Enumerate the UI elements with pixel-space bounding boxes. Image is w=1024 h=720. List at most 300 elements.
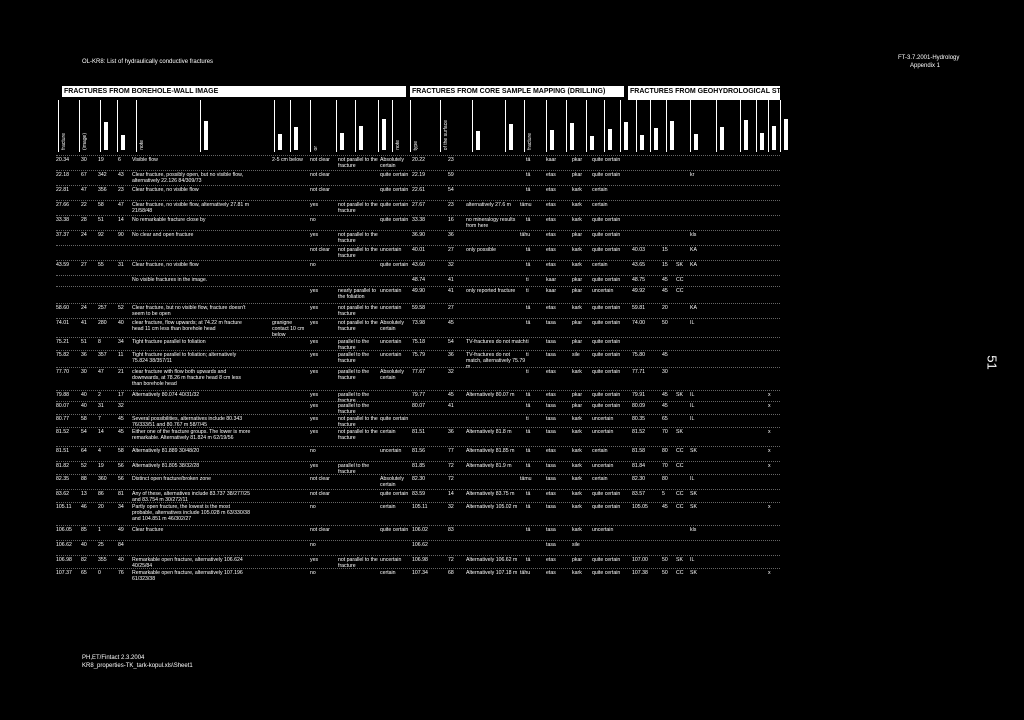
cell-dip: 40 xyxy=(81,403,87,409)
cell-c3: etas xyxy=(546,217,556,223)
cell-gdip: 20 xyxy=(662,305,668,311)
cell-dir: 4 xyxy=(98,448,101,454)
cell-cdepth: 81.85 xyxy=(412,463,425,469)
column-header-cell xyxy=(780,100,790,152)
cell-gdip: 45 xyxy=(662,277,668,283)
cell-gdip: 80 xyxy=(662,448,668,454)
cell-dir: 31 xyxy=(98,403,104,409)
cell-c4: pkar xyxy=(572,172,583,178)
cell-c1: tämu xyxy=(520,476,532,482)
cell-rel: not parallel to the fracture xyxy=(338,232,378,244)
cell-dd: 49 xyxy=(118,527,124,533)
cell-c5: certain xyxy=(592,476,608,482)
cell-gdip: 50 xyxy=(662,557,668,563)
appendix-label: Appendix 1 xyxy=(910,63,941,69)
column-header-glyph xyxy=(476,131,480,150)
cell-c4: pkar xyxy=(572,320,583,326)
cell-dd: 40 xyxy=(118,320,124,326)
column-header-cell xyxy=(310,100,336,152)
cell-c3: etas xyxy=(546,232,556,238)
column-header-glyph xyxy=(624,122,628,150)
column-header-glyph xyxy=(204,121,208,150)
cell-dir: 55 xyxy=(98,262,104,268)
cell-gdip: 30 xyxy=(662,369,668,375)
table-row xyxy=(56,489,780,503)
cell-c3: etas xyxy=(546,262,556,268)
column-header-cell xyxy=(546,100,566,152)
cell-c3: etas xyxy=(546,202,556,208)
column-header-glyph xyxy=(550,130,554,150)
cell-vis: not clear xyxy=(310,491,330,497)
cell-cdip: 54 xyxy=(448,187,454,193)
column-header-label: (image) xyxy=(82,133,88,150)
cell-vis: yes xyxy=(310,463,319,469)
cell-gtype: CC xyxy=(676,277,684,283)
cell-gdepth: 74.00 xyxy=(632,320,645,326)
cell-gtype: CC xyxy=(676,448,684,454)
cell-gdepth: 77.71 xyxy=(632,369,645,375)
column-header-cell xyxy=(100,100,117,152)
table-row xyxy=(56,446,780,459)
cell-c2: tä xyxy=(526,429,531,435)
cell-cdip: 32 xyxy=(448,504,454,510)
cell-vis: no xyxy=(310,217,316,223)
cell-note: clear fracture with flow both upwards and downwards, at 78.26 m fracture head 8 cm less than borehole head xyxy=(132,369,241,387)
cell-depth: 22.81 xyxy=(56,187,69,193)
table-row xyxy=(56,474,780,487)
column-header-cell xyxy=(650,100,666,152)
cell-depth: 81.82 xyxy=(56,463,69,469)
cell-cdepth: 82.30 xyxy=(412,476,425,482)
cell-gdepth: 49.92 xyxy=(632,288,645,294)
cell-depth: 106.05 xyxy=(56,527,72,533)
cell-vis: not clear xyxy=(310,187,330,193)
cell-vis: yes xyxy=(310,202,319,208)
cell-depth: 107.37 xyxy=(56,570,72,576)
table-row xyxy=(56,367,780,388)
cell-dir: 14 xyxy=(98,429,104,435)
cell-cert: certain xyxy=(380,570,396,576)
cell-c5: quite certain xyxy=(592,339,621,345)
cell-dip: 28 xyxy=(81,217,87,223)
cell-c5: quite certain xyxy=(592,232,621,238)
cell-dd: 34 xyxy=(118,339,124,345)
column-header-glyph xyxy=(294,127,298,150)
cell-depth: 79.88 xyxy=(56,392,69,398)
cell-cnote: TV-fractures do not match xyxy=(466,339,526,345)
cell-dir: 2 xyxy=(98,392,101,398)
cell-c4: pkar xyxy=(572,157,583,163)
table-row xyxy=(56,230,780,243)
cell-gdepth: 48.75 xyxy=(632,277,645,283)
cell-cdip: 59 xyxy=(448,172,454,178)
cell-vis: not clear xyxy=(310,172,330,178)
column-header-cell xyxy=(524,100,546,152)
cell-vis: yes xyxy=(310,288,319,294)
cell-dd: 43 xyxy=(118,172,124,178)
cell-gx: x xyxy=(768,448,771,454)
cell-c2: ti xyxy=(526,369,529,375)
cell-dip: 40 xyxy=(81,392,87,398)
cell-cnote: Alternatively 107.18 m xyxy=(466,570,518,576)
column-header-glyph xyxy=(670,121,674,150)
cell-gcode: kr xyxy=(690,172,695,178)
cell-rel: not parallel to the fracture xyxy=(338,320,378,332)
cell-c3: tasa xyxy=(546,463,556,469)
table-row xyxy=(56,555,780,569)
cell-c4: sile xyxy=(572,542,580,548)
cell-c3: tasa xyxy=(546,320,556,326)
cell-gdip: 45 xyxy=(662,504,668,510)
cell-note: Distinct open fracture/broken zone xyxy=(132,476,212,482)
table-row xyxy=(56,303,780,316)
cell-dd: 6 xyxy=(118,157,121,163)
cell-rel: parallel to the fracture xyxy=(338,352,370,364)
cell-depth: 77.70 xyxy=(56,369,69,375)
cell-gtype: CC xyxy=(676,288,684,294)
cell-gdepth: 81.84 xyxy=(632,463,645,469)
column-header-cell xyxy=(636,100,650,152)
cell-cdepth: 106.98 xyxy=(412,557,428,563)
cell-note: Any of these, alternatives include 83.737 38/277/25 and 83.754 m 30/272/11 xyxy=(132,491,250,503)
cell-dir: 360 xyxy=(98,476,107,482)
cell-c5: uncertain xyxy=(592,527,614,533)
column-header-cell xyxy=(336,100,355,152)
cell-cert: Absolutely certain xyxy=(380,320,404,332)
cell-c3: kaar xyxy=(546,157,557,163)
cell-gx: x xyxy=(768,504,771,510)
table-row xyxy=(56,245,780,258)
column-header-glyph xyxy=(608,129,612,150)
cell-note: Tight fracture parallel to foliation xyxy=(132,339,206,345)
cell-dir: 58 xyxy=(98,202,104,208)
cell-cnote: no mineralogy results from here xyxy=(466,217,516,229)
cell-c3: tasa xyxy=(546,416,556,422)
column-header-glyph xyxy=(760,133,764,150)
cell-c4: kark xyxy=(572,217,582,223)
cell-c3: etas xyxy=(546,369,556,375)
cell-c1: tähu xyxy=(520,232,531,238)
cell-gcode: SK xyxy=(690,491,697,497)
column-header-cell xyxy=(586,100,604,152)
cell-c4: kark xyxy=(572,202,582,208)
cell-gcode: SK xyxy=(690,504,697,510)
cell-depth: 81.51 xyxy=(56,448,69,454)
cell-gdip: 45 xyxy=(662,288,668,294)
cell-vis: yes xyxy=(310,392,319,398)
cell-gdip: 50 xyxy=(662,320,668,326)
column-header-cell xyxy=(716,100,740,152)
column-header-cell xyxy=(768,100,780,152)
cell-gdepth: 59.81 xyxy=(632,305,645,311)
cell-cdip: 41 xyxy=(448,288,454,294)
cell-note: Clear fracture, no visible flow, alternatively 27.81 m 21/58/48 xyxy=(132,202,250,214)
cell-gtype: SK xyxy=(676,262,683,268)
table-row xyxy=(56,337,780,351)
column-header-glyph xyxy=(784,119,788,150)
cell-gdepth: 40.03 xyxy=(632,247,645,253)
cell-c2: ti xyxy=(526,339,529,345)
cell-gdip: 15 xyxy=(662,247,668,253)
cell-dd: 23 xyxy=(118,187,124,193)
cell-c3: etas xyxy=(546,305,556,311)
cell-c1: tämu xyxy=(520,202,532,208)
cell-gcode: IL xyxy=(690,416,695,422)
cell-c5: quite certain xyxy=(592,570,621,576)
cell-cert: quite certain xyxy=(380,187,409,193)
cell-cdepth: 75.79 xyxy=(412,352,425,358)
cell-c3: etas xyxy=(546,187,556,193)
cell-cdepth: 36.90 xyxy=(412,232,425,238)
cell-depth: 106.62 xyxy=(56,542,72,548)
cell-depth: 74.01 xyxy=(56,320,69,326)
cell-vis: no xyxy=(310,448,316,454)
cell-cdepth: 73.98 xyxy=(412,320,425,326)
cell-note: No clear and open fracture xyxy=(132,232,194,238)
cell-dip: 47 xyxy=(81,187,87,193)
cell-rel: not parallel to the fracture xyxy=(338,429,378,441)
cell-c5: quite certain xyxy=(592,352,621,358)
cell-c5: certain xyxy=(592,448,608,454)
cell-c4: kark xyxy=(572,369,582,375)
cell-c5: quite certain xyxy=(592,392,621,398)
cell-cnote: Alternatively 83.75 m xyxy=(466,491,515,497)
cell-dd: 31 xyxy=(118,262,124,268)
footer-author-date: PH,ET/Fintact 2.3.2004 xyxy=(82,655,145,661)
cell-cdepth: 81.51 xyxy=(412,429,425,435)
cell-dd: 40 xyxy=(118,557,124,563)
cell-vis: yes xyxy=(310,339,319,345)
cell-dip: 24 xyxy=(81,232,87,238)
cell-cert: Absolutely certain xyxy=(380,157,404,169)
cell-gdepth: 80.35 xyxy=(632,416,645,422)
cell-c5: uncertain xyxy=(592,288,614,294)
cell-rel: parallel to the fracture xyxy=(338,392,370,404)
cell-depth: 33.38 xyxy=(56,217,69,223)
column-header-glyph xyxy=(382,119,386,150)
cell-cdepth: 81.56 xyxy=(412,448,425,454)
cell-c2: tä xyxy=(526,491,531,497)
cell-c2: tä xyxy=(526,448,531,454)
cell-c2: tä xyxy=(526,392,531,398)
cell-gx: x xyxy=(768,429,771,435)
cell-dd: 84 xyxy=(118,542,124,548)
table-row xyxy=(56,414,780,428)
cell-dd: 81 xyxy=(118,491,124,497)
cell-c5: certain xyxy=(592,202,608,208)
table-row xyxy=(56,170,780,183)
cell-vis: no xyxy=(310,504,316,510)
cell-gtype: CC xyxy=(676,491,684,497)
cell-c2: tä xyxy=(526,320,531,326)
cell-c2: ti xyxy=(526,288,529,294)
cell-cdip: 83 xyxy=(448,527,454,533)
cell-dip: 51 xyxy=(81,339,87,345)
column-header-glyph xyxy=(509,124,513,150)
cell-dip: 82 xyxy=(81,557,87,563)
cell-note: No visible fractures in the image. xyxy=(132,277,208,283)
cell-cdepth: 49.90 xyxy=(412,288,425,294)
cell-c3: etas xyxy=(546,392,556,398)
cell-gdepth: 107.38 xyxy=(632,570,648,576)
cell-c5: quite certain xyxy=(592,491,621,497)
cell-cdip: 77 xyxy=(448,448,454,454)
cell-cnote: TV-fractures do not match, alternatively 75.79 m xyxy=(466,352,526,370)
cell-dd: 45 xyxy=(118,429,124,435)
cell-note: No remarkable fracture close by xyxy=(132,217,206,223)
cell-dir: 356 xyxy=(98,187,107,193)
cell-dir: 86 xyxy=(98,491,104,497)
cell-vis: yes xyxy=(310,320,319,326)
cell-depth: 81.52 xyxy=(56,429,69,435)
column-header-glyph xyxy=(744,120,748,150)
cell-cdepth: 22.61 xyxy=(412,187,425,193)
column-header-cell xyxy=(740,100,756,152)
cell-c2: tä xyxy=(526,557,531,563)
cell-c5: uncertain xyxy=(592,429,614,435)
cell-gdepth: 75.80 xyxy=(632,352,645,358)
cell-c5: quite certain xyxy=(592,172,621,178)
cell-vis: yes xyxy=(310,352,319,358)
column-header-cell xyxy=(620,100,636,152)
cell-depth: 82.35 xyxy=(56,476,69,482)
cell-depth: 105.11 xyxy=(56,504,72,510)
cell-cert: quite certain xyxy=(380,262,409,268)
cell-c5: quite certain xyxy=(592,369,621,375)
cell-cnote: Alternatively 81.8 m xyxy=(466,429,512,435)
cell-c2: tä xyxy=(526,504,531,510)
cell-gcode: kls xyxy=(690,232,697,238)
column-header-glyph xyxy=(694,134,698,150)
cell-vis: yes xyxy=(310,557,319,563)
cell-depth: 83.62 xyxy=(56,491,69,497)
cell-dip: 67 xyxy=(81,172,87,178)
cell-gdepth: 80.09 xyxy=(632,403,645,409)
cell-c4: kark xyxy=(572,570,582,576)
cell-dip: 64 xyxy=(81,448,87,454)
cell-note: Clear fracture, but no visible flow, fracture doesn't seem to be open xyxy=(132,305,246,317)
cell-note: Alternatively 80.074 40/31/32 xyxy=(132,392,200,398)
cell-cdip: 72 xyxy=(448,557,454,563)
cell-gtype: SK xyxy=(676,392,683,398)
cell-gdip: 5 xyxy=(662,491,665,497)
cell-c2: tä xyxy=(526,217,531,223)
cell-gdepth: 81.58 xyxy=(632,448,645,454)
cell-dd: 45 xyxy=(118,416,124,422)
column-header-cell xyxy=(604,100,620,152)
cell-rel: parallel to the fracture xyxy=(338,339,370,351)
cell-c2: tä xyxy=(526,305,531,311)
cell-cert: uncertain xyxy=(380,448,402,454)
cell-cdip: 45 xyxy=(448,320,454,326)
cell-c4: pkar xyxy=(572,392,583,398)
cell-depth: 58.60 xyxy=(56,305,69,311)
table-row xyxy=(56,215,780,228)
cell-dip: 58 xyxy=(81,416,87,422)
cell-dip: 88 xyxy=(81,476,87,482)
cell-c5: certain xyxy=(592,262,608,268)
cell-rel: parallel to the fracture xyxy=(338,463,370,475)
cell-gdip: 65 xyxy=(662,416,668,422)
cell-dd: 11 xyxy=(118,352,124,358)
cell-vis: yes xyxy=(310,305,319,311)
cell-cert: uncertain xyxy=(380,352,402,358)
cell-cnote: Alternatively 81.85 m xyxy=(466,448,515,454)
column-header-cell xyxy=(472,100,505,152)
cell-c2: tä xyxy=(526,463,531,469)
cell-cdepth: 79.77 xyxy=(412,392,425,398)
cell-depth: 22.18 xyxy=(56,172,69,178)
cell-vis: yes xyxy=(310,416,319,422)
column-header-label: note xyxy=(139,140,145,150)
cell-cnote: Alternatively 106.62 m xyxy=(466,557,518,563)
cell-c3: kaar xyxy=(546,277,557,283)
cell-note: clear fracture, flow upwards; at 74.22 m fracture head 11 cm less than borehole head xyxy=(132,320,242,332)
cell-c3: etas xyxy=(546,172,556,178)
cell-cdip: 27 xyxy=(448,305,454,311)
cell-dip: 85 xyxy=(81,527,87,533)
cell-cnote: only possible xyxy=(466,247,496,253)
table-row xyxy=(56,461,780,475)
cell-gdepth: 43.65 xyxy=(632,262,645,268)
cell-c4: kark xyxy=(572,463,582,469)
cell-gdip: 45 xyxy=(662,403,668,409)
cell-cert: quite certain xyxy=(380,491,409,497)
cell-c3: kaar xyxy=(546,288,557,294)
report-reference: FT-3.7.2001-Hydrology xyxy=(898,55,960,61)
cell-vis: no xyxy=(310,570,316,576)
cell-cdepth: 27.67 xyxy=(412,202,425,208)
cell-dir: 19 xyxy=(98,157,104,163)
cell-dd: 21 xyxy=(118,369,124,375)
cell-cdip: 23 xyxy=(448,202,454,208)
section-geohydrological: FRACTURES FROM GEOHYDROLOGICAL STUDIES xyxy=(628,86,780,100)
cell-gcode: kls xyxy=(690,527,697,533)
cell-cert: Absolutely certain xyxy=(380,369,404,381)
cell-aper: granigne contact 10 cm below xyxy=(272,320,305,338)
cell-dir: 92 xyxy=(98,232,104,238)
cell-gdip: 15 xyxy=(662,262,668,268)
column-header-cell xyxy=(440,100,472,152)
cell-dir: 280 xyxy=(98,320,107,326)
cell-cdip: 32 xyxy=(448,369,454,375)
cell-dd: 32 xyxy=(118,403,124,409)
cell-cert: quite certain xyxy=(380,217,409,223)
cell-dir: 47 xyxy=(98,369,104,375)
cell-c4: kark xyxy=(572,247,582,253)
column-header-cell xyxy=(79,100,100,152)
cell-depth: 80.77 xyxy=(56,416,69,422)
cell-rel: not parallel to the fracture xyxy=(338,157,378,169)
cell-note: Either one of the fracture groups. The lower is more remarkable. Alternatively 81.824 m 62/19/56 xyxy=(132,429,251,441)
cell-gcode: KA xyxy=(690,262,697,268)
cell-note: Alternatively 81.889 30/48/20 xyxy=(132,448,200,454)
cell-cnote: only reported fracture xyxy=(466,288,516,294)
cell-gcode: KA xyxy=(690,247,697,253)
cell-cert: uncertain xyxy=(380,557,402,563)
table-row xyxy=(56,350,780,370)
cell-dd: 56 xyxy=(118,476,124,482)
cell-cnote: Alternatively 81.9 m xyxy=(466,463,512,469)
cell-cdepth: 80.07 xyxy=(412,403,425,409)
cell-c4: kark xyxy=(572,262,582,268)
cell-c3: tasa xyxy=(546,339,556,345)
cell-c4: pkar xyxy=(572,232,583,238)
cell-gdip: 50 xyxy=(662,570,668,576)
cell-c5: quite certain xyxy=(592,305,621,311)
cell-dir: 51 xyxy=(98,217,104,223)
cell-dd: 14 xyxy=(118,217,124,223)
